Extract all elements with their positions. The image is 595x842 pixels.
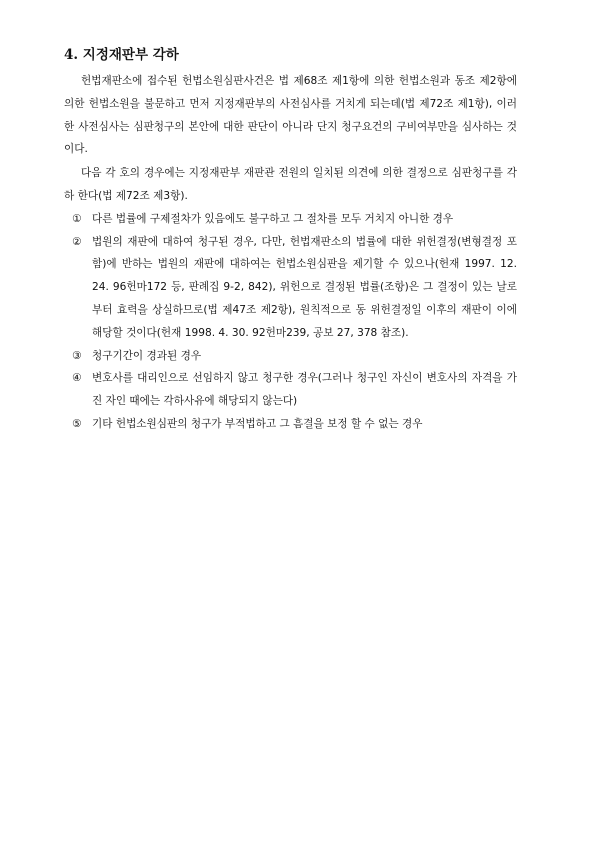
list-item — [64, 345, 517, 368]
paragraph: 헌법재판소에 접수된 헌법소원심판사건은 법 제68조 제1항에 의한 헌법소원과 동조 제2항에 의한 헌법소원을 불문하고 먼저 지정재판부의 사전심사를 거치게 되는데(법 제72조 제1항), 이러한 사전심사는 심판청구의 본안에 대한 판단이 아니라 단지 청구요건의 구비여부만을 심사하는 것이다. — [64, 75, 517, 156]
list-marker: ④ — [72, 372, 82, 385]
list-item — [64, 367, 517, 413]
list-item-text: 변호사를 대리인으로 선임하지 않고 청구한 경우(그러나 청구인 자신이 변호사의 자격을 가진 자인 때에는 각하사유에 해당되지 않는다) — [92, 372, 517, 408]
list-item-text: 법원의 재판에 대하여 청구된 경우, 다만, 헌법재판소의 법률에 대한 위헌결정(변형결정 포함)에 반하는 법원의 재판에 대하여는 헌법소원심판을 제기할 수 있으나(헌재 1997. 12. 24. 96헌마172 등, 판례집 9-2, 842), 위헌으로 결정된 법률(조항)은 그 결정이 있는 날로부터 효력을 상실하므로(법 제47조 제2항), 원칙적으로 동 위헌결정일 이후의 재판이 이에 해당할 것이다(헌재 1998. 4. 30. 92헌마239, 공보 27, 378 참조). — [92, 235, 517, 339]
list-marker: ① — [72, 212, 82, 225]
grounds-list — [64, 208, 517, 436]
list-item — [64, 208, 517, 231]
list-item-text: 다른 법률에 구제절차가 있음에도 불구하고 그 절차를 모두 거치지 아니한 경우 — [92, 212, 454, 225]
list-marker: ⑤ — [72, 417, 82, 430]
list-item — [64, 231, 517, 345]
list-marker: ③ — [72, 349, 82, 362]
paragraph: 다음 각 호의 경우에는 지정재판부 재판관 전원의 일치된 의견에 의한 결정으로 심판청구를 각하 한다(법 제72조 제3항). — [64, 167, 517, 202]
section-heading: 4. 지정재판부 각하 — [64, 47, 179, 63]
list-item-text: 기타 헌법소원심판의 청구가 부적법하고 그 흠결을 보정 할 수 없는 경우 — [92, 417, 423, 430]
list-marker: ② — [72, 235, 82, 248]
list-item-text: 청구기간이 경과된 경우 — [92, 349, 202, 362]
list-item — [64, 413, 517, 436]
